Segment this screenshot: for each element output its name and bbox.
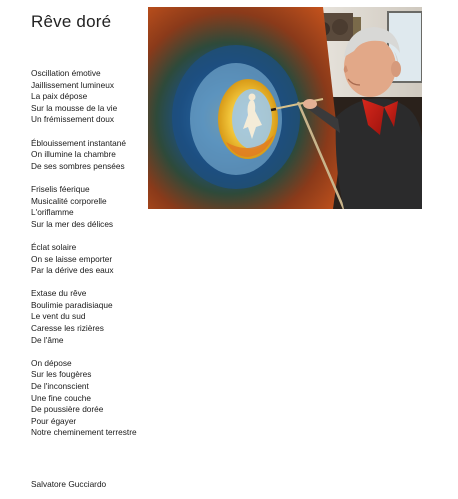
author-signature: Salvatore Gucciardo xyxy=(31,479,107,489)
poem-line: On illumine la chambre xyxy=(31,149,116,160)
poem-line: Par la dérive des eaux xyxy=(31,265,114,276)
poem-title: Rêve doré xyxy=(31,12,112,31)
poem-line: Un frémissement doux xyxy=(31,114,115,125)
poem-line: Pour égayer xyxy=(31,415,77,426)
poem-line: Caresse les rizières xyxy=(31,323,104,334)
poem-line: Une fine couche xyxy=(31,392,91,403)
painter-hand xyxy=(303,99,317,109)
poem-line: Sur les fougères xyxy=(31,369,92,380)
poem-line: On se laisse emporter xyxy=(31,253,113,264)
poem-line: Musicalité corporelle xyxy=(31,195,107,206)
poem-line: Sur la mer des délices xyxy=(31,218,114,229)
poem-line: Friselis féerique xyxy=(31,183,90,194)
poem-line: Oscillation émotive xyxy=(31,68,101,78)
poem-line: De poussière dorée xyxy=(31,404,104,415)
poem-line: Éclat solaire xyxy=(31,241,77,252)
poem-line: Le vent du sud xyxy=(31,311,86,322)
poem-line: De l'âme xyxy=(31,334,64,345)
stanza xyxy=(31,242,181,277)
poem-line: De ses sombres pensées xyxy=(31,160,125,171)
painter-photo xyxy=(148,7,422,209)
poem-line: Notre cheminement terrestre xyxy=(31,427,137,438)
poem-line: On dépose xyxy=(31,357,72,368)
stanza xyxy=(31,358,181,439)
poem-line: Jaillissement lumineux xyxy=(31,79,115,90)
poem-line: Éblouissement instantané xyxy=(31,137,127,148)
poem-line: Sur la mousse de la vie xyxy=(31,102,118,113)
poem-line: De l'inconscient xyxy=(31,381,89,392)
stanza xyxy=(31,288,181,346)
poem-line: Boulimie paradisiaque xyxy=(31,299,113,310)
poem-line: L'oriflamme xyxy=(31,207,74,218)
poem-line: La paix dépose xyxy=(31,91,88,102)
poem-line: Extase du rêve xyxy=(31,288,87,299)
